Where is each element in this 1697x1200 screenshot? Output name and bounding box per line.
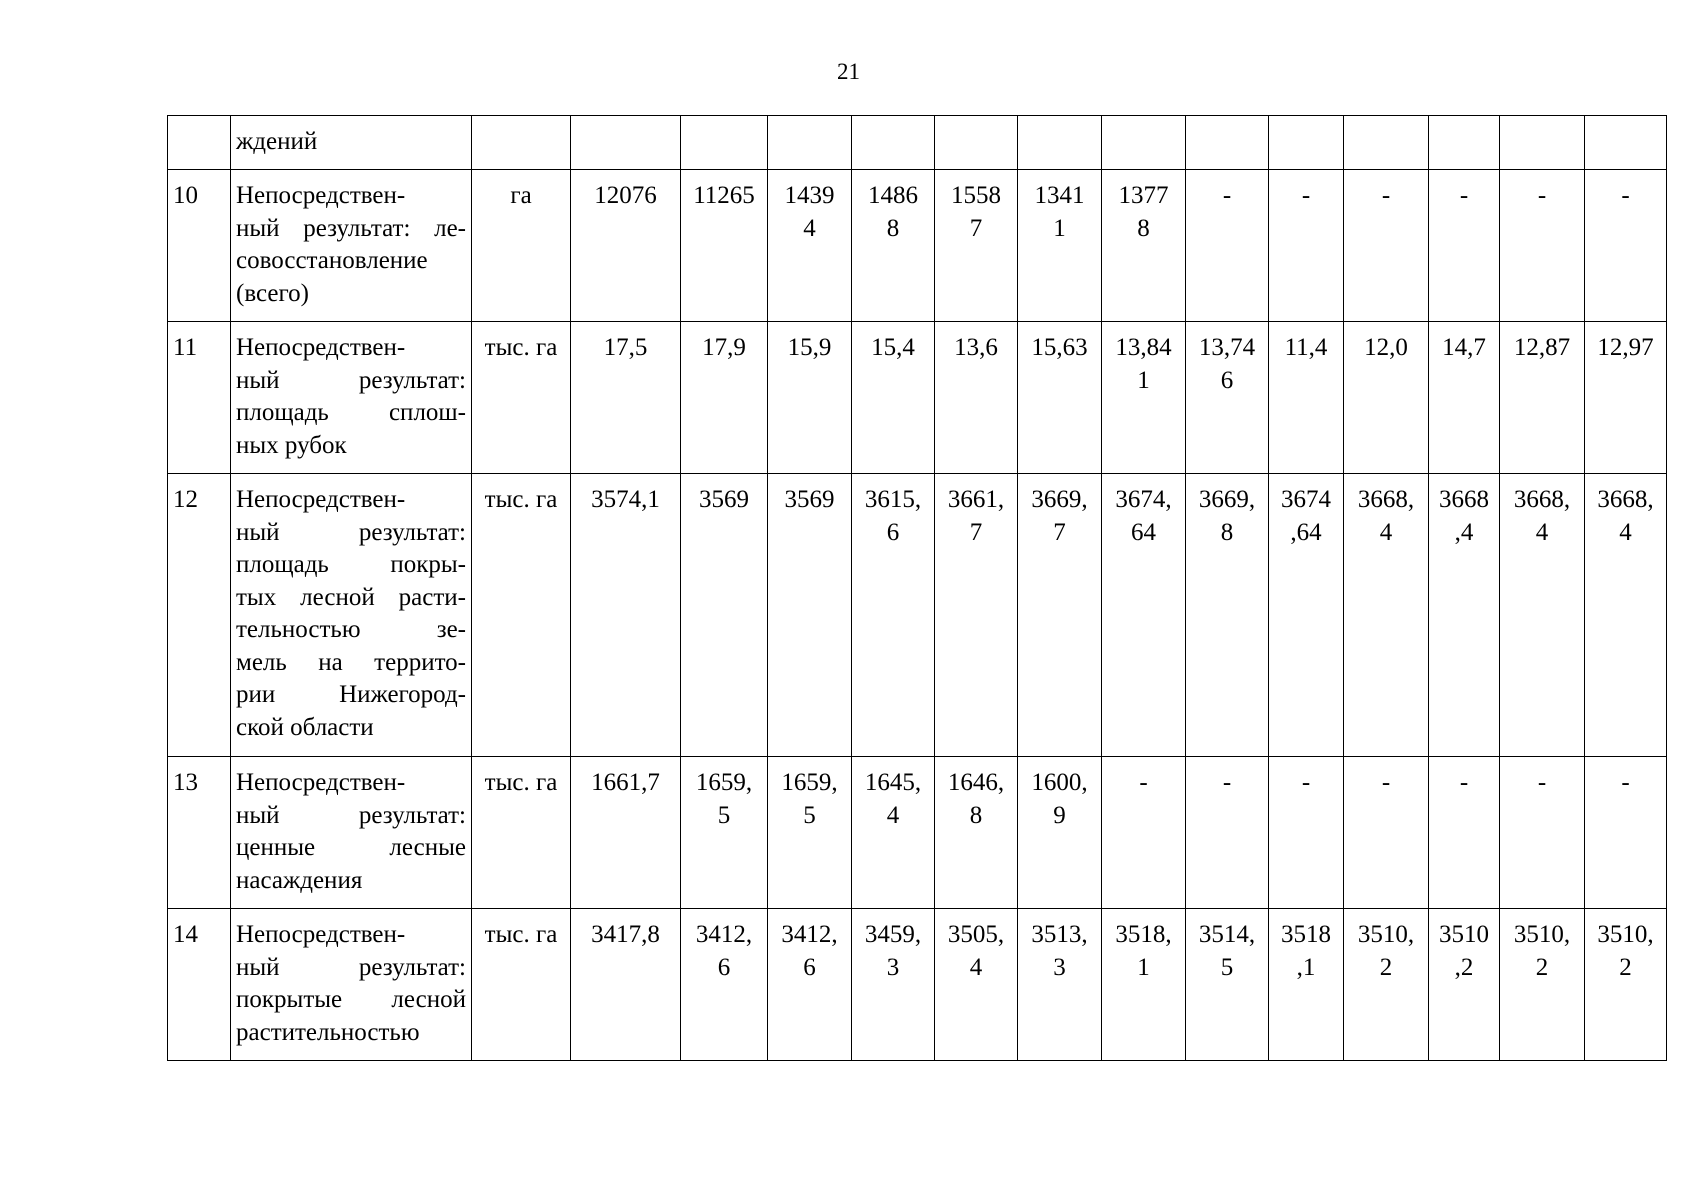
value-cell xyxy=(1585,757,1667,909)
value-line: 3569 xyxy=(699,486,749,513)
value-cell xyxy=(681,474,768,757)
value-cell xyxy=(571,322,681,474)
value-cell xyxy=(1585,322,1667,474)
value-line: 6 xyxy=(803,953,816,981)
value-cell xyxy=(768,322,852,474)
value-cell xyxy=(1585,909,1667,1061)
value-cell xyxy=(571,474,681,757)
indicator-name-line: ценные лесные xyxy=(236,834,466,861)
value-line: - xyxy=(1459,182,1469,209)
row-number-cell: 11 xyxy=(168,322,231,474)
value-cell xyxy=(571,757,681,909)
table-row xyxy=(168,474,1667,757)
value-line: - xyxy=(1301,769,1311,796)
value-cell xyxy=(1500,757,1585,909)
indicator-name-line: (всего) xyxy=(236,279,309,307)
value-line: 6 xyxy=(717,953,731,981)
value-cell xyxy=(935,170,1018,322)
value-cell xyxy=(1429,116,1500,170)
indicator-name-line: насаждения xyxy=(236,866,363,894)
unit-cell: тыс. га xyxy=(472,474,571,757)
value-cell xyxy=(1269,170,1344,322)
indicator-name-line: совосстановление xyxy=(236,247,428,274)
table-row xyxy=(168,909,1667,1061)
value-line: 1600, xyxy=(1031,769,1088,796)
value-line: 12,87 xyxy=(1513,334,1571,361)
value-line: 3615, xyxy=(864,486,922,513)
indicator-name-line: ный результат: xyxy=(236,953,466,981)
value-line: 3669, xyxy=(1198,486,1256,513)
indicator-name-cell xyxy=(231,116,472,170)
value-line: 7 xyxy=(969,518,983,546)
table-row xyxy=(168,170,1667,322)
value-line: 7 xyxy=(969,214,983,242)
value-cell xyxy=(1269,474,1344,757)
value-line: ,2 xyxy=(1454,953,1474,981)
indicator-name-line: ный результат: xyxy=(236,366,466,394)
value-line: 3668, xyxy=(1513,486,1571,513)
indicator-name-cell xyxy=(231,170,472,322)
value-line: 3674 xyxy=(1281,486,1331,513)
value-line: 3668 xyxy=(1439,486,1489,513)
value-cell xyxy=(935,322,1018,474)
row-number-cell: 14 xyxy=(168,909,231,1061)
value-cell xyxy=(681,116,768,170)
value-line: - xyxy=(1139,769,1148,796)
value-line: 17,9 xyxy=(702,334,746,361)
value-line: 2 xyxy=(1379,953,1393,981)
unit-cell: тыс. га xyxy=(472,757,571,909)
value-line: 1486 xyxy=(868,182,918,209)
value-line: 4 xyxy=(886,801,900,829)
value-cell xyxy=(1429,474,1500,757)
value-cell xyxy=(1500,322,1585,474)
value-cell xyxy=(1585,170,1667,322)
unit-cell: тыс. га xyxy=(472,909,571,1061)
value-line: 3518, xyxy=(1115,921,1172,948)
indicator-name-line: мель на террито- xyxy=(236,648,466,676)
value-line: 14,7 xyxy=(1442,334,1486,361)
value-cell xyxy=(1018,170,1102,322)
value-cell xyxy=(1429,322,1500,474)
value-line: 7 xyxy=(1053,518,1066,546)
value-line: 3510, xyxy=(1357,921,1415,948)
value-cell xyxy=(852,170,935,322)
value-line: 1439 xyxy=(784,182,835,209)
indicator-name-line: Непосредствен- xyxy=(236,182,406,209)
value-cell xyxy=(1102,474,1186,757)
value-line: 15,4 xyxy=(871,334,915,361)
value-line: 3510 xyxy=(1439,921,1489,948)
value-line: 4 xyxy=(1619,518,1632,546)
value-cell xyxy=(681,322,768,474)
value-line: - xyxy=(1222,182,1232,209)
value-cell xyxy=(571,116,681,170)
table-row xyxy=(168,116,1667,170)
value-cell xyxy=(1344,170,1429,322)
value-line: 3505, xyxy=(947,921,1005,948)
indicator-name-line: площадь сплош- xyxy=(236,399,466,426)
indicator-name-line: ный результат: ле- xyxy=(236,214,466,242)
value-line: 3 xyxy=(886,953,900,981)
indicator-name-line: ждений xyxy=(236,128,318,155)
value-line: 4 xyxy=(969,953,983,981)
value-cell xyxy=(1344,909,1429,1061)
value-cell xyxy=(1018,116,1102,170)
value-line: 1645, xyxy=(864,769,922,796)
value-line: 3417,8 xyxy=(591,921,660,948)
indicator-name-cell xyxy=(231,757,472,909)
table-row xyxy=(168,322,1667,474)
value-line: 12,0 xyxy=(1364,334,1408,361)
indicator-name-line: Непосредствен- xyxy=(236,334,406,361)
value-cell xyxy=(1102,909,1186,1061)
value-line: 11265 xyxy=(693,182,755,209)
value-cell xyxy=(768,757,852,909)
value-line: 5 xyxy=(803,801,816,829)
value-line: 3674, xyxy=(1115,486,1172,513)
value-cell xyxy=(1186,170,1269,322)
indicator-name-line: тых лесной расти- xyxy=(236,583,466,611)
value-line: 1659, xyxy=(781,769,838,796)
indicator-name-line: ный результат: xyxy=(236,518,466,546)
value-line: 3459, xyxy=(864,921,922,948)
value-cell xyxy=(1018,909,1102,1061)
value-line: 8 xyxy=(886,214,900,242)
unit-cell: га xyxy=(472,170,571,322)
value-cell xyxy=(852,322,935,474)
value-line: 5 xyxy=(717,801,731,829)
indicator-name-cell xyxy=(231,474,472,757)
value-cell xyxy=(935,474,1018,757)
value-line: 4 xyxy=(803,214,816,242)
value-line: - xyxy=(1537,769,1547,796)
value-line: 3510, xyxy=(1597,921,1654,948)
value-line: 12076 xyxy=(594,182,657,209)
value-line: 2 xyxy=(1535,953,1549,981)
value-cell xyxy=(1102,170,1186,322)
value-line: 3412, xyxy=(695,921,753,948)
value-cell xyxy=(852,757,935,909)
value-cell xyxy=(1500,116,1585,170)
value-line: 1661,7 xyxy=(591,769,660,796)
value-line: 3412, xyxy=(781,921,838,948)
value-line: 5 xyxy=(1220,953,1234,981)
value-cell xyxy=(1102,116,1186,170)
value-line: - xyxy=(1459,769,1469,796)
value-line: 12,97 xyxy=(1597,334,1654,361)
indicator-name-line: ный результат: xyxy=(236,801,466,829)
value-cell xyxy=(1269,322,1344,474)
value-cell xyxy=(1018,474,1102,757)
value-cell xyxy=(1018,757,1102,909)
value-cell xyxy=(1429,909,1500,1061)
value-cell xyxy=(1186,474,1269,757)
value-line: 1 xyxy=(1137,366,1150,394)
indicator-name-line: покрытые лесной xyxy=(236,986,466,1013)
value-line: 3668, xyxy=(1597,486,1654,513)
value-cell xyxy=(1186,909,1269,1061)
value-line: 6 xyxy=(886,518,900,546)
value-line: 15,63 xyxy=(1031,334,1088,361)
value-cell xyxy=(1186,322,1269,474)
indicator-name-line: ных рубок xyxy=(236,431,347,459)
value-cell xyxy=(935,116,1018,170)
table-row xyxy=(168,757,1667,909)
indicator-name-line: Непосредствен- xyxy=(236,921,406,948)
value-cell xyxy=(1344,116,1429,170)
value-cell xyxy=(1186,116,1269,170)
value-cell xyxy=(935,757,1018,909)
indicator-name-line: тельностью зе- xyxy=(236,616,466,643)
value-line: 1659, xyxy=(695,769,753,796)
value-cell xyxy=(1344,474,1429,757)
value-cell xyxy=(571,170,681,322)
value-line: 3518 xyxy=(1281,921,1331,948)
value-line: ,4 xyxy=(1454,518,1474,546)
value-cell xyxy=(1269,757,1344,909)
value-cell xyxy=(1429,757,1500,909)
value-line: 8 xyxy=(969,801,983,829)
value-line: 1 xyxy=(1053,214,1066,242)
value-line: 1341 xyxy=(1034,182,1085,209)
value-cell xyxy=(1429,170,1500,322)
value-line: - xyxy=(1537,182,1547,209)
row-number-cell: 10 xyxy=(168,170,231,322)
indicator-name-line: Непосредствен- xyxy=(236,486,406,513)
value-line: - xyxy=(1381,182,1391,209)
value-line: ,1 xyxy=(1296,953,1316,981)
value-cell xyxy=(1500,170,1585,322)
value-line: 13,84 xyxy=(1115,334,1172,361)
indicator-name-cell xyxy=(231,322,472,474)
value-line: ,64 xyxy=(1290,518,1322,546)
value-line: 1377 xyxy=(1118,182,1169,209)
value-cell xyxy=(768,116,852,170)
value-cell xyxy=(1500,474,1585,757)
row-number-cell xyxy=(168,116,231,170)
indicator-name-line: ской области xyxy=(236,713,374,741)
indicator-name-line: Непосредствен- xyxy=(236,769,406,796)
value-cell xyxy=(1018,322,1102,474)
value-line: 4 xyxy=(1535,518,1549,546)
row-number-cell: 13 xyxy=(168,757,231,909)
value-line: 2 xyxy=(1619,953,1632,981)
value-line: 64 xyxy=(1131,518,1156,546)
value-cell xyxy=(768,474,852,757)
value-cell xyxy=(1269,116,1344,170)
value-line: 15,9 xyxy=(787,334,832,361)
value-line: 13,6 xyxy=(954,334,998,361)
value-cell xyxy=(681,757,768,909)
indicator-name-line: рии Нижегород- xyxy=(236,681,466,708)
value-cell xyxy=(1186,757,1269,909)
value-cell xyxy=(852,116,935,170)
value-line: - xyxy=(1381,769,1391,796)
value-cell xyxy=(1102,322,1186,474)
value-line: - xyxy=(1301,182,1311,209)
value-line: 1646, xyxy=(947,769,1005,796)
page-number: 21 xyxy=(837,59,860,84)
value-line: 8 xyxy=(1137,214,1150,242)
value-line: 1558 xyxy=(951,182,1001,209)
value-line: - xyxy=(1621,769,1630,796)
value-cell xyxy=(768,170,852,322)
value-line: 3513, xyxy=(1031,921,1088,948)
value-cell xyxy=(1344,322,1429,474)
value-cell xyxy=(1585,474,1667,757)
value-line: 3569 xyxy=(784,486,835,513)
unit-cell: тыс. га xyxy=(472,322,571,474)
value-line: 6 xyxy=(1220,366,1234,394)
value-line: 1 xyxy=(1137,953,1150,981)
value-line: 3 xyxy=(1053,953,1066,981)
value-line: 4 xyxy=(1379,518,1393,546)
value-line: 17,5 xyxy=(603,334,648,361)
value-cell xyxy=(1500,909,1585,1061)
row-number-cell: 12 xyxy=(168,474,231,757)
indicator-name-line: площадь покры- xyxy=(236,551,466,578)
value-cell xyxy=(768,909,852,1061)
value-line: 3574,1 xyxy=(591,486,660,513)
value-cell xyxy=(852,474,935,757)
value-line: - xyxy=(1621,182,1630,209)
value-cell xyxy=(935,909,1018,1061)
value-cell xyxy=(681,170,768,322)
value-line: 9 xyxy=(1053,801,1066,829)
indicators-table xyxy=(167,115,1667,1061)
value-line: 3510, xyxy=(1513,921,1571,948)
value-cell xyxy=(681,909,768,1061)
indicator-name-line: растительностью xyxy=(236,1018,420,1046)
value-cell xyxy=(1269,909,1344,1061)
value-cell xyxy=(1102,757,1186,909)
table-body xyxy=(168,116,1667,1061)
value-cell xyxy=(1344,757,1429,909)
value-cell xyxy=(1585,116,1667,170)
value-line: - xyxy=(1222,769,1232,796)
value-line: 3661, xyxy=(947,486,1005,513)
value-cell xyxy=(571,909,681,1061)
value-line: 3668, xyxy=(1357,486,1415,513)
value-line: 13,74 xyxy=(1198,334,1256,361)
value-cell xyxy=(852,909,935,1061)
value-line: 3669, xyxy=(1031,486,1088,513)
indicator-name-cell xyxy=(231,909,472,1061)
value-line: 11,4 xyxy=(1284,334,1328,361)
unit-cell xyxy=(472,116,571,170)
value-line: 3514, xyxy=(1198,921,1256,948)
value-line: 8 xyxy=(1220,518,1234,546)
